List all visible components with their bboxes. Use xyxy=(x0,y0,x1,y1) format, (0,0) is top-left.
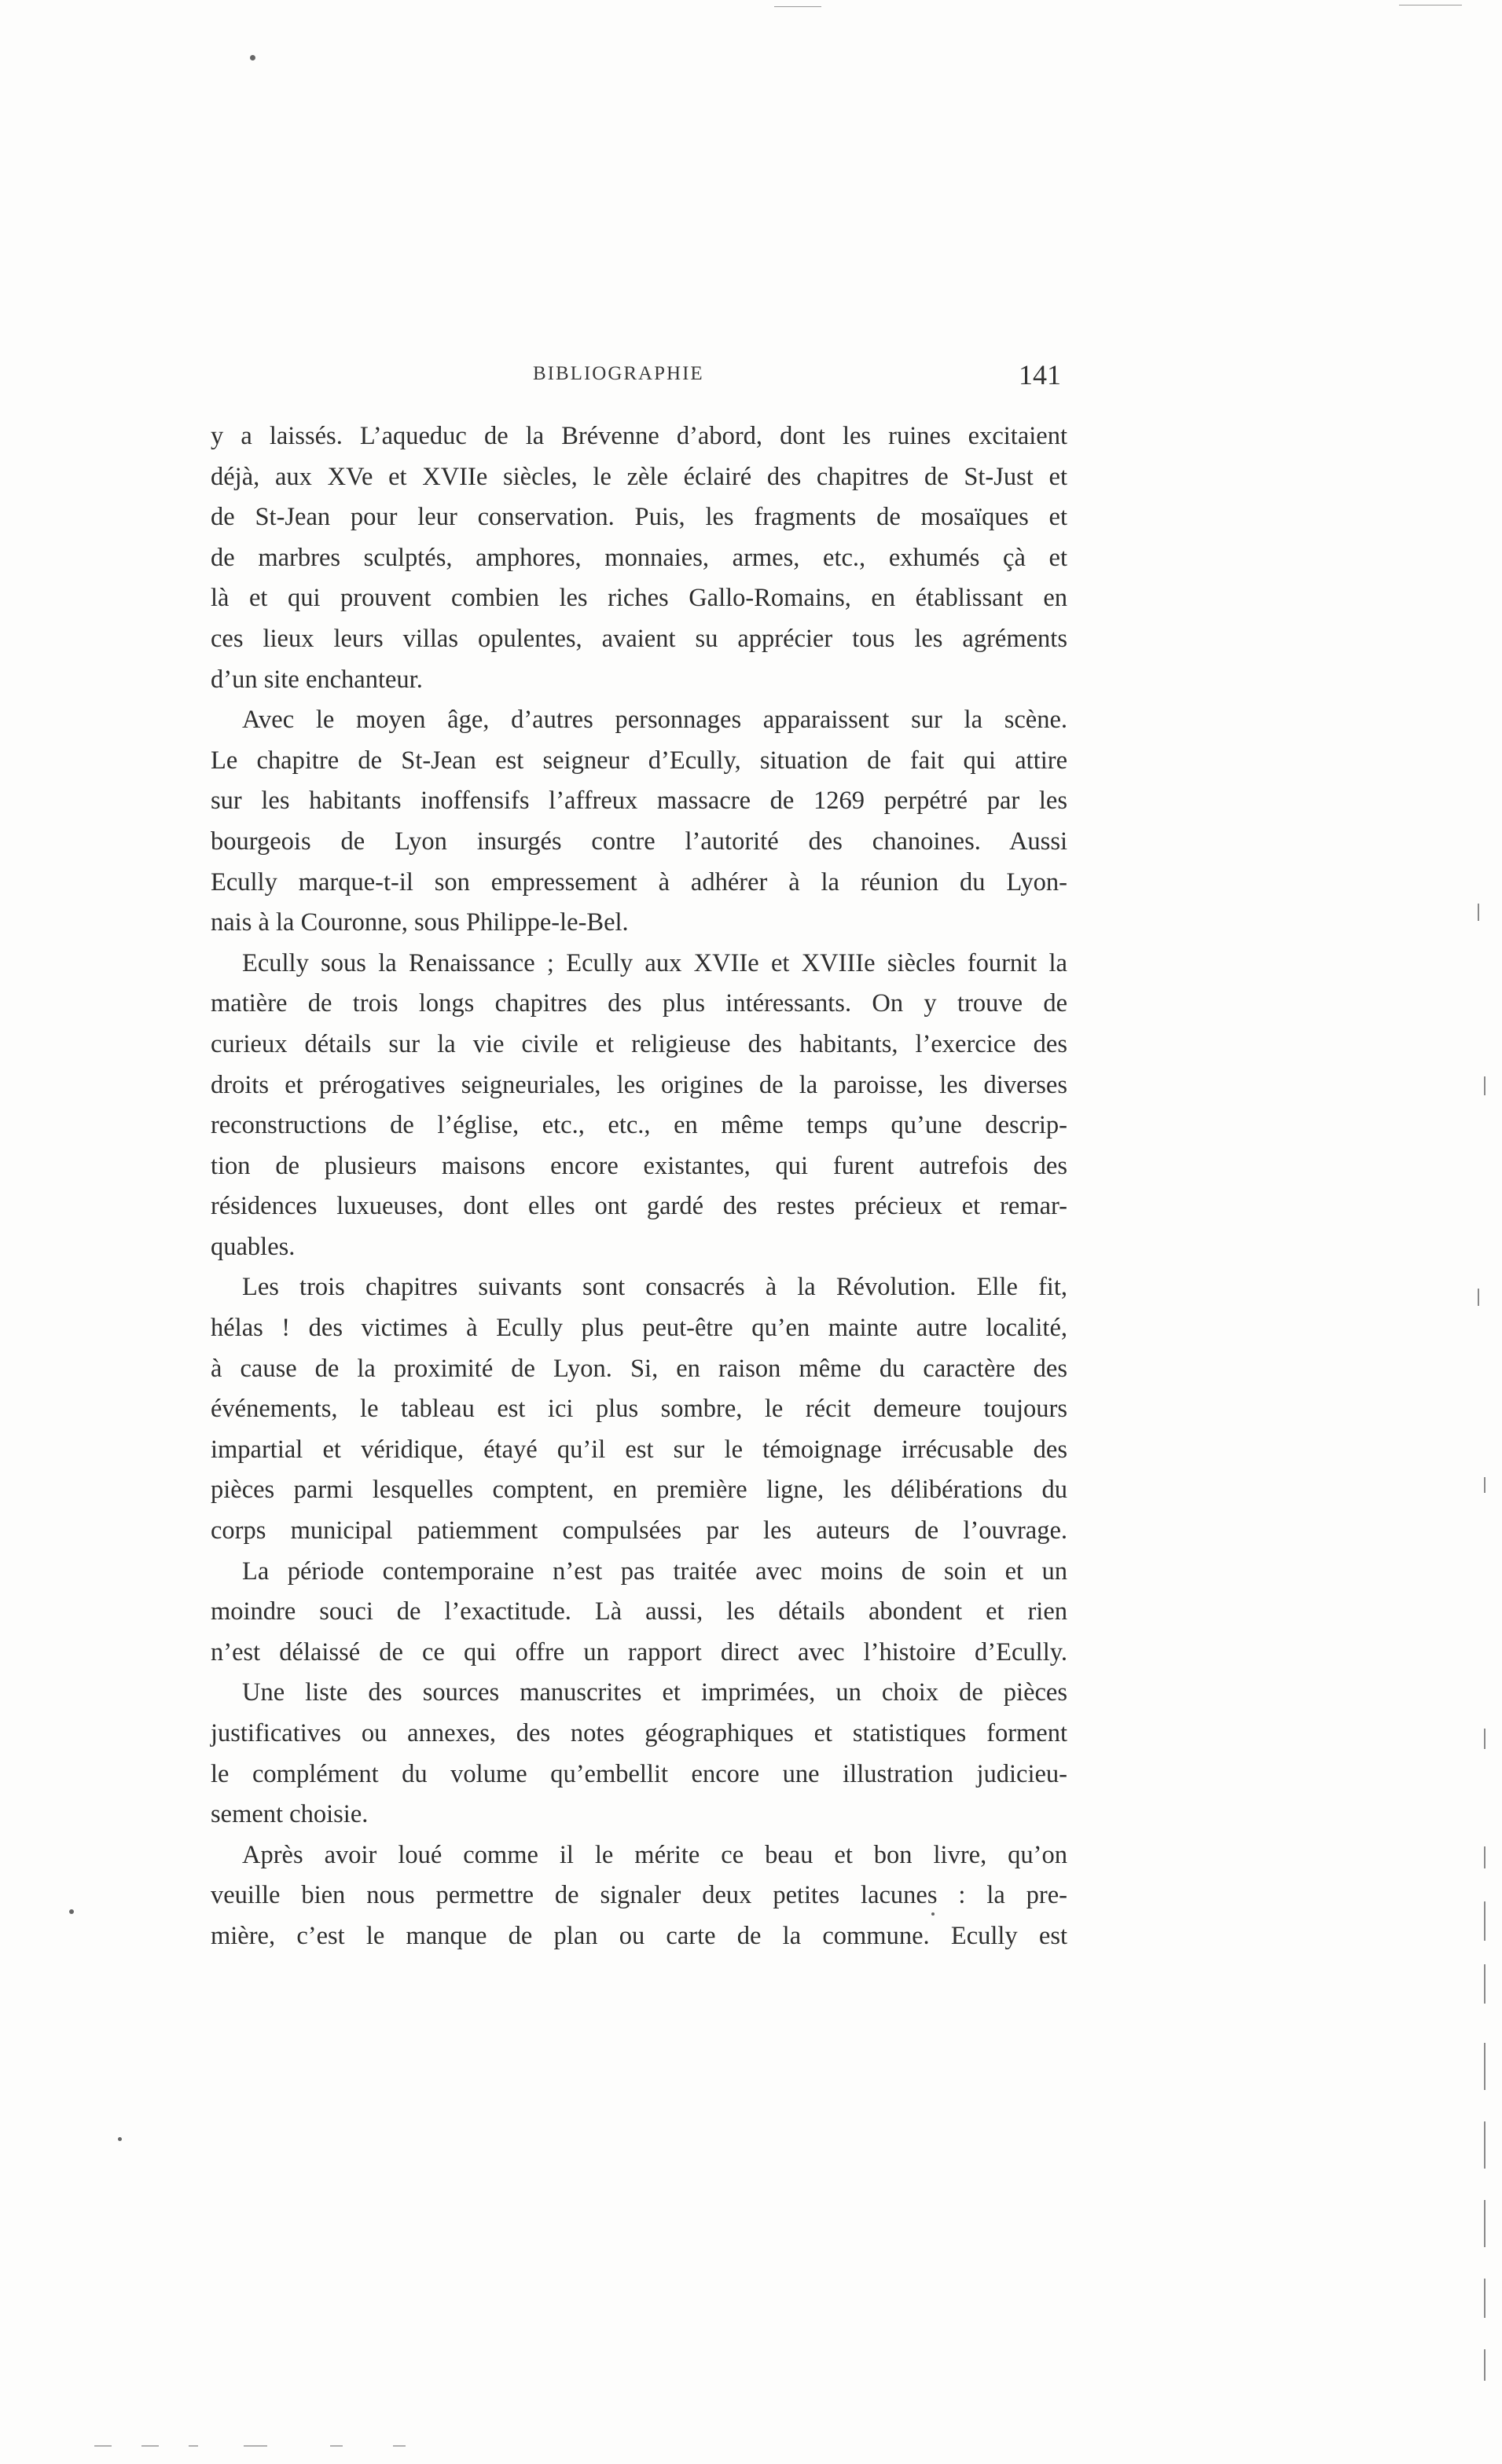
scan-margin-mark xyxy=(1484,1846,1485,1868)
text-line: sement choisie. xyxy=(211,1800,369,1829)
text-line: hélas ! des victimes à Ecully plus peut-être qu’en mainte autre localité, xyxy=(211,1314,1067,1343)
scan-margin-mark xyxy=(1484,2279,1485,2318)
text-line: Le chapitre de St-Jean est seigneur d’Ecully, situation de fait qui attire xyxy=(211,746,1067,775)
scan-speck xyxy=(250,55,255,60)
text-line: corps municipal patiemment compulsées par les auteurs de l’ouvrage. xyxy=(211,1516,1067,1546)
text-line: résidences luxueuses, dont elles ont gardé des restes précieux et remar- xyxy=(211,1192,1067,1221)
text-line: Avec le moyen âge, d’autres personnages apparaissent sur la scène. xyxy=(242,706,1067,735)
scan-margin-mark xyxy=(1484,1964,1485,2004)
text-line: le complément du volume qu’embellit encore une illustration judicieu- xyxy=(211,1759,1067,1788)
text-line: moindre souci de l’exactitude. Là aussi, les détails abondent et rien xyxy=(211,1597,1067,1626)
text-line: là et qui prouvent combien les riches Gallo-Romains, en établissant en xyxy=(211,584,1067,613)
scan-bottom-dash xyxy=(330,2445,343,2447)
text-line: pièces parmi lesquelles comptent, en première ligne, les délibérations du xyxy=(211,1476,1067,1505)
text-line: curieux détails sur la vie civile et religieuse des habitants, l’exercice des xyxy=(211,1029,1067,1058)
scan-top-line xyxy=(774,6,821,7)
text-line: nais à la Couronne, sous Philippe-le-Bel. xyxy=(211,908,629,937)
text-line: Une liste des sources manuscrites et imprimées, un choix de pièces xyxy=(242,1678,1067,1707)
running-title: BIBLIOGRAPHIE xyxy=(533,363,704,384)
text-line: de St-Jean pour leur conservation. Puis, les fragments de mosaïques et xyxy=(211,503,1067,532)
scan-margin-mark xyxy=(1484,1477,1485,1493)
scan-margin-mark xyxy=(1484,2200,1485,2247)
text-line: Après avoir loué comme il le mérite ce beau et bon livre, qu’on xyxy=(242,1840,1067,1869)
scan-margin-mark xyxy=(1484,1901,1485,1941)
text-line: reconstructions de l’église, etc., etc., en même temps qu’une descrip- xyxy=(211,1111,1067,1140)
text-line: événements, le tableau est ici plus sombre, le récit demeure toujours xyxy=(211,1395,1067,1424)
scan-margin-mark xyxy=(1484,2121,1485,2169)
text-line: tion de plusieurs maisons encore existantes, qui furent autrefois des xyxy=(211,1151,1067,1180)
text-line: de marbres sculptés, amphores, monnaies, armes, etc., exhumés çà et xyxy=(211,543,1067,572)
text-line: déjà, aux XVe et XVIIe siècles, le zèle éclairé des chapitres de St-Just et xyxy=(211,462,1067,491)
text-line: n’est délaissé de ce qui offre un rapport direct avec l’histoire d’Ecully. xyxy=(211,1637,1067,1666)
running-head xyxy=(211,359,1067,398)
scan-margin-mark xyxy=(1484,1729,1485,1749)
page-number: 141 xyxy=(1019,359,1061,390)
text-line: Ecully marque-t-il son empressement à adhérer à la réunion du Lyon- xyxy=(211,867,1067,896)
text-line: justificatives ou annexes, des notes géographiques et statistiques forment xyxy=(211,1719,1067,1747)
scan-bottom-dash xyxy=(141,2445,159,2447)
scan-margin-mark xyxy=(1484,1076,1485,1095)
text-line: Ecully sous la Renaissance ; Ecully aux XVIIe et XVIIIe siècles fournit la xyxy=(242,948,1067,977)
scan-bottom-dash xyxy=(393,2445,406,2447)
body-text xyxy=(211,416,1067,1957)
scan-bottom-dash xyxy=(94,2445,112,2447)
scan-top-line xyxy=(1399,5,1462,6)
text-line: bourgeois de Lyon insurgés contre l’autorité des chanoines. Aussi xyxy=(211,827,1067,856)
scan-speck xyxy=(118,2137,122,2141)
text-line: mière, c’est le manque de plan ou carte de la commune. Ecully est xyxy=(211,1921,1067,1950)
text-line: matière de trois longs chapitres des plus intéressants. On y trouve de xyxy=(211,989,1067,1018)
text-line: droits et prérogatives seigneuriales, les origines de la paroisse, les diverses xyxy=(211,1070,1067,1099)
scan-margin-mark xyxy=(1484,2349,1485,2381)
text-line: ces lieux leurs villas opulentes, avaient su apprécier tous les agréments xyxy=(211,624,1067,653)
scan-bottom-dash xyxy=(244,2445,267,2447)
text-line: d’un site enchanteur. xyxy=(211,665,423,694)
text-line: impartial et véridique, étayé qu’il est sur le témoignage irrécusable des xyxy=(211,1435,1067,1464)
scan-margin-mark xyxy=(1478,1289,1479,1306)
scan-margin-mark xyxy=(1478,904,1479,921)
text-line: veuille bien nous permettre de signaler deux petites lacunes : la pre- xyxy=(211,1881,1067,1910)
text-line: y a laissés. L’aqueduc de la Brévenne d’abord, dont les ruines excitaient xyxy=(211,422,1067,450)
text-paragraphs xyxy=(211,416,1067,1957)
scan-bottom-dash xyxy=(189,2445,198,2447)
scan-margin-mark xyxy=(1484,2043,1485,2090)
text-line: La période contemporaine n’est pas traitée avec moins de soin et un xyxy=(242,1556,1067,1586)
text-line: sur les habitants inoffensifs l’affreux massacre de 1269 perpétré par les xyxy=(211,786,1067,816)
text-line: Les trois chapitres suivants sont consacrés à la Révolution. Elle fit, xyxy=(242,1273,1067,1302)
text-line: quables. xyxy=(211,1232,296,1261)
scan-speck xyxy=(69,1909,74,1914)
text-line: à cause de la proximité de Lyon. Si, en raison même du caractère des xyxy=(211,1354,1067,1383)
